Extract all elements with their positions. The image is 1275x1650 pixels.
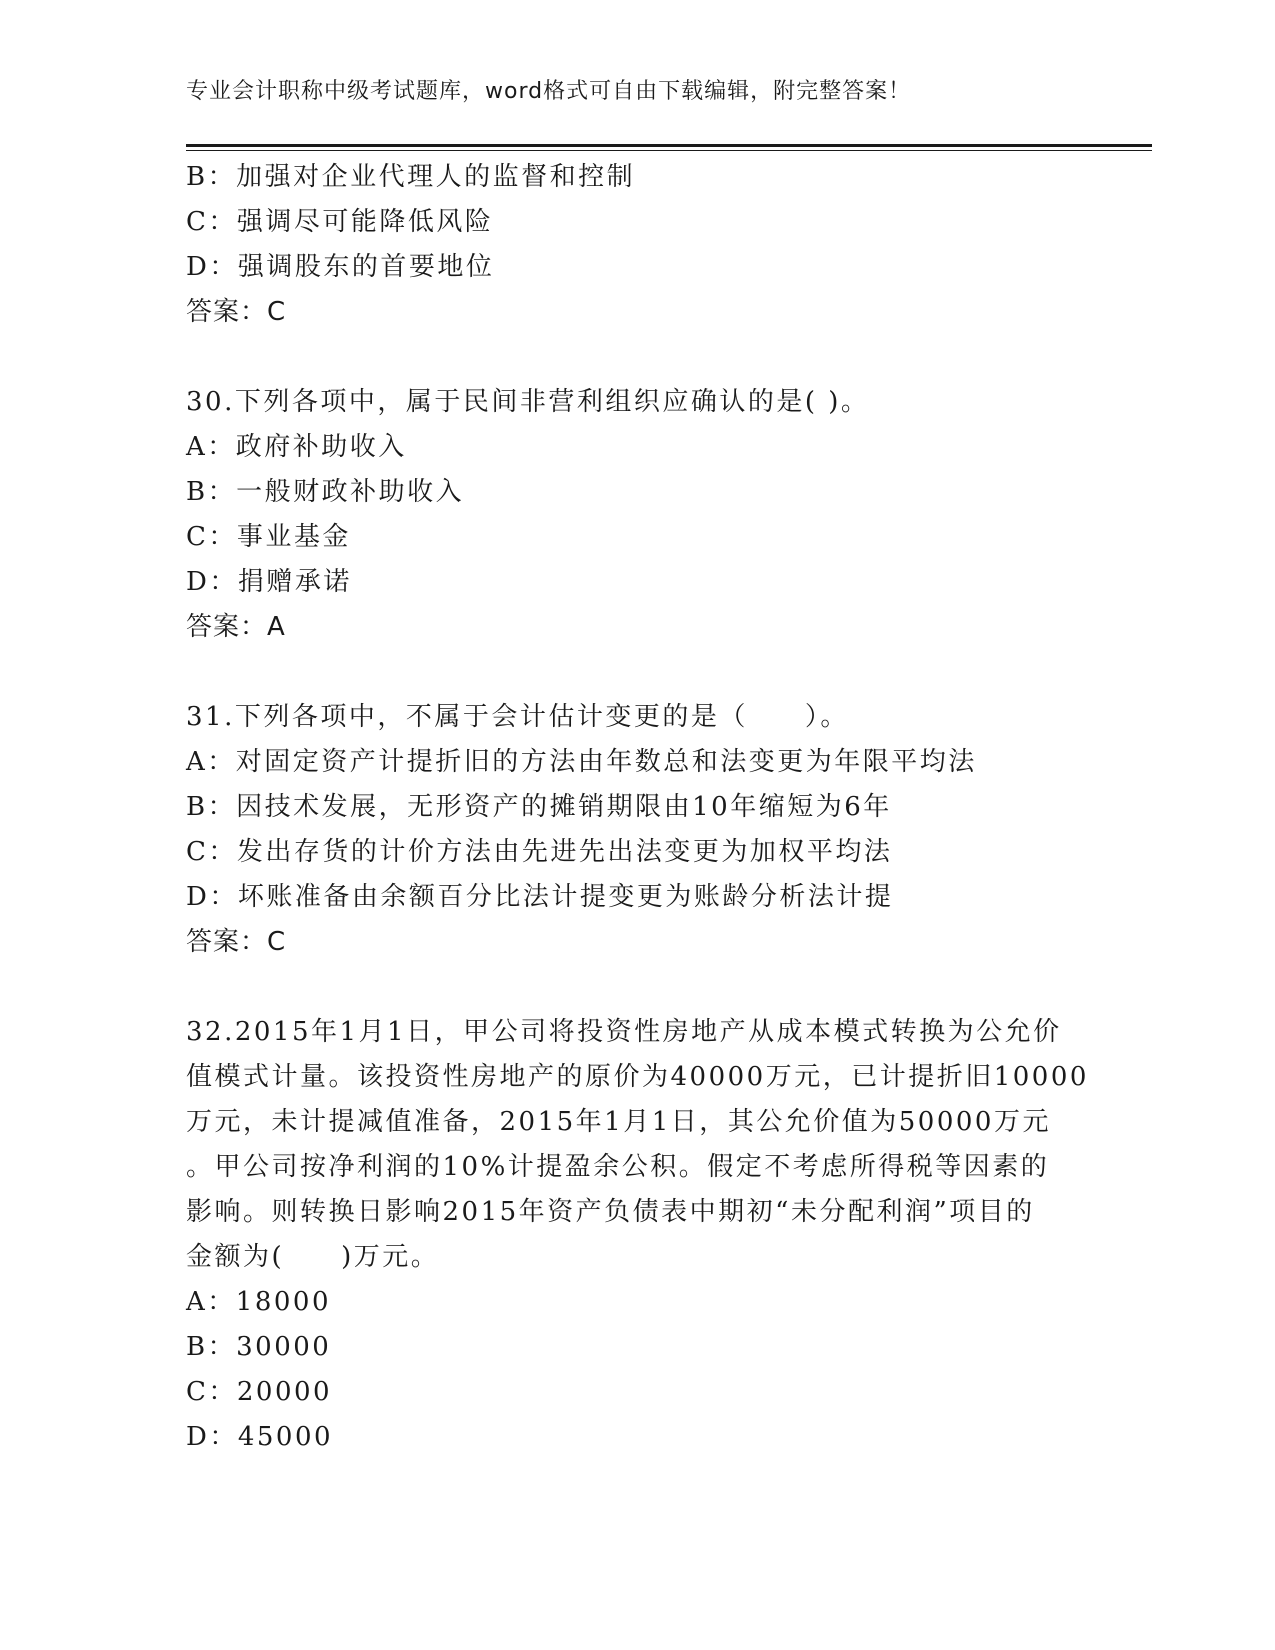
page-header: 专业会计职称中级考试题库，word格式可自由下载编辑，附完整答案！: [186, 79, 912, 104]
q30-answer: 答案：A: [186, 612, 286, 642]
q31-option-d: D：坏账准备由余额百分比法计提变更为账龄分析法计提: [186, 882, 894, 912]
header-rule-thick: [186, 144, 1152, 147]
q30-option-c: C：事业基金: [186, 522, 351, 552]
q30-option-b: B：一般财政补助收入: [186, 477, 465, 507]
q29-option-d: D：强调股东的首要地位: [186, 252, 495, 282]
q31-option-b: B：因技术发展，无形资产的摊销期限由10年缩短为6年: [186, 792, 892, 822]
spacer: [186, 965, 1086, 1010]
q32-option-d: D：45000: [186, 1422, 334, 1452]
q32-option-a: A：18000: [186, 1287, 331, 1317]
q32-stem-line: 万元，未计提减值准备，2015年1月1日，其公允价值为50000万元: [186, 1107, 1051, 1137]
q30-stem: 30.下列各项中，属于民间非营利组织应确认的是( )。: [186, 387, 870, 417]
q32-stem-line: 金额为( )万元。: [186, 1242, 440, 1272]
q31-stem: 31.下列各项中，不属于会计估计变更的是（ ）。: [186, 702, 849, 732]
q29-option-b: B：加强对企业代理人的监督和控制: [186, 162, 636, 192]
q32-stem: [186, 1010, 1089, 1280]
q29-answer: 答案：C: [186, 297, 287, 327]
q32-stem-line: 32.2015年1月1日，甲公司将投资性房地产从成本模式转换为公允价: [186, 1017, 1062, 1047]
q32-stem-line: 。甲公司按净利润的10%计提盈余公积。假定不考虑所得税等因素的: [186, 1152, 1050, 1182]
q32-stem-line: 值模式计量。该投资性房地产的原价为40000万元，已计提折旧10000: [186, 1062, 1089, 1092]
q31-option-c: C：发出存货的计价方法由先进先出法变更为加权平均法: [186, 837, 893, 867]
q30-option-d: D：捐赠承诺: [186, 567, 352, 597]
q31-option-a: A：对固定资产计提折旧的方法由年数总和法变更为年限平均法: [186, 747, 977, 777]
question-content: [186, 155, 1089, 1460]
spacer: [186, 335, 1086, 380]
q29-option-c: C：强调尽可能降低风险: [186, 207, 494, 237]
q30-option-a: A：政府补助收入: [186, 432, 407, 462]
q32-option-b: B：30000: [186, 1332, 332, 1362]
q32-option-c: C：20000: [186, 1377, 333, 1407]
header-rule-thin: [186, 150, 1152, 151]
q31-answer: 答案：C: [186, 927, 287, 957]
q32-stem-line: 影响。则转换日影响2015年资产负债表中期初“未分配利润”项目的: [186, 1197, 1035, 1227]
spacer: [186, 650, 1086, 695]
